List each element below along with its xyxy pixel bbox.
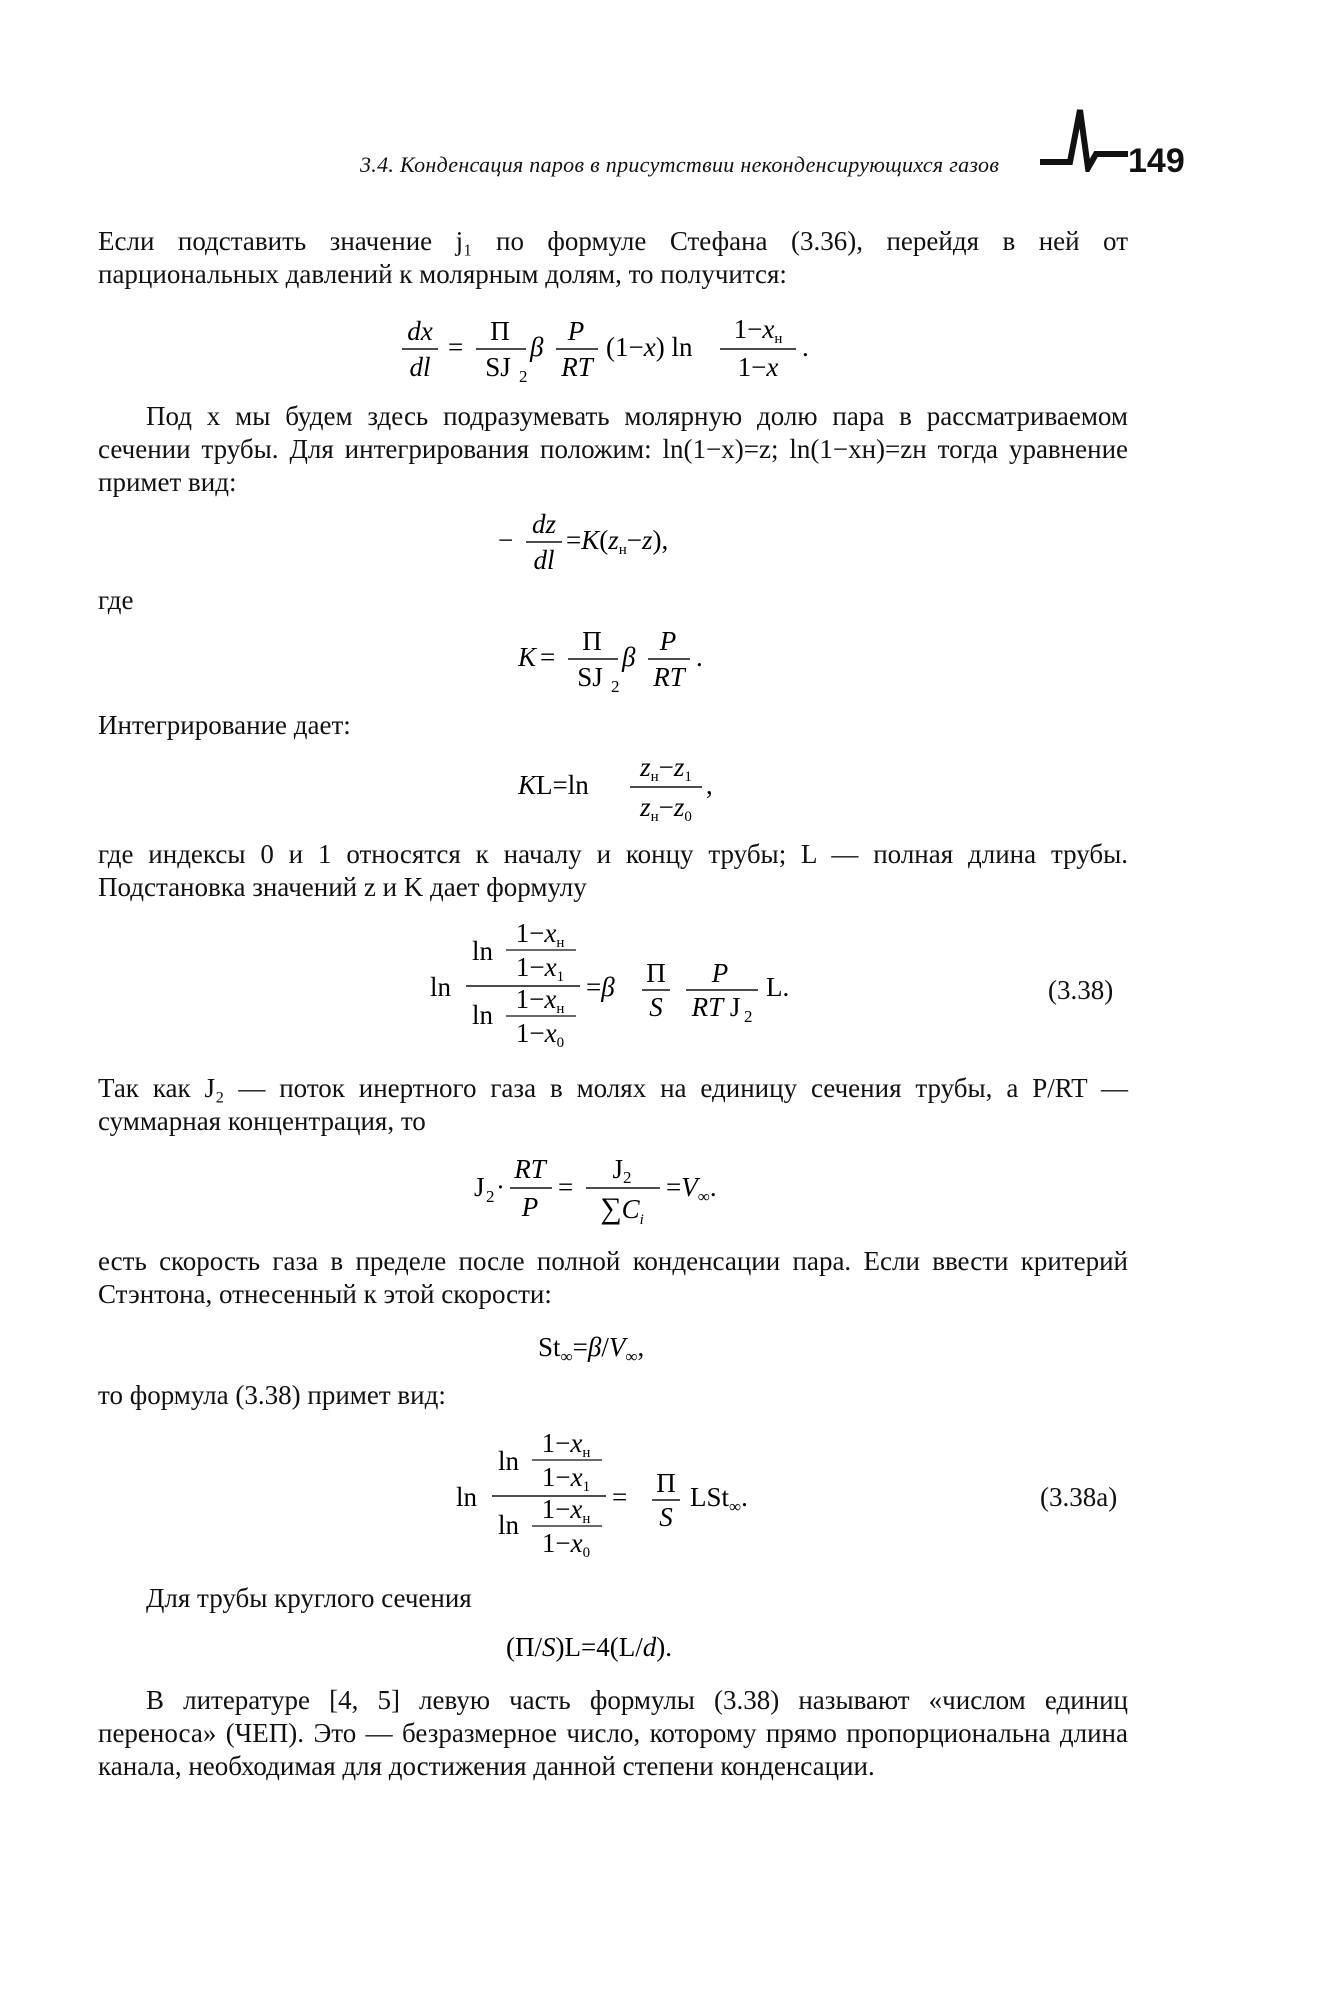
svg-text:RT: RT xyxy=(561,352,593,382)
svg-text:.: . xyxy=(802,332,809,362)
svg-text:1−x1: 1−x1 xyxy=(541,1462,591,1495)
equation-J2-RT-P xyxy=(474,1148,774,1228)
svg-text:=: = xyxy=(612,1482,628,1512)
svg-text:2: 2 xyxy=(519,367,528,386)
equation-KL xyxy=(518,748,758,828)
svg-text:RT: RT xyxy=(653,662,685,692)
svg-text:2: 2 xyxy=(611,677,620,696)
svg-text:1−x: 1−x xyxy=(737,352,779,382)
svg-text:=: = xyxy=(540,642,556,672)
equation-number-3-38a: (3.38a) xyxy=(1040,1482,1118,1512)
page-number: 149 xyxy=(1128,142,1185,180)
svg-text:dl: dl xyxy=(533,545,555,575)
svg-text:=: = xyxy=(558,1172,574,1202)
svg-text:=: = xyxy=(448,332,464,362)
svg-text:=β: =β xyxy=(586,972,615,1002)
pulse-logo-icon xyxy=(1040,92,1130,172)
equation-3-38 xyxy=(430,920,810,1052)
paragraph-8: то формула (3.38) примет вид: xyxy=(98,1380,446,1410)
svg-text:∑Ci: $\sum C_i$ xyxy=(600,1192,644,1228)
svg-text:(Π/S)L=4(L/d).: (Π/S)L=4(L/d). xyxy=(506,1632,672,1662)
svg-text:S: S xyxy=(649,992,663,1022)
running-header: 3.4. Конденсация паров в присутствии неконденсирующихся газов xyxy=(360,152,1000,177)
svg-text:(1−x) ln: (1−x) ln xyxy=(606,332,693,362)
svg-text:ln: ln xyxy=(456,1482,478,1512)
equation-Stanton xyxy=(538,1322,738,1372)
svg-text:Π: Π xyxy=(582,626,602,656)
svg-text:1−xн: 1−xн xyxy=(515,920,565,951)
svg-text:KL=ln: KL=ln xyxy=(518,770,589,800)
equation-dx-dl xyxy=(380,312,880,386)
svg-text:zн−z0: zн−z0 xyxy=(640,792,692,825)
svg-text:ln: ln xyxy=(430,972,452,1002)
svg-text:Π: Π xyxy=(656,1468,676,1498)
svg-text:β: β xyxy=(622,642,636,672)
paragraph-2: Под x мы будем здесь подразумевать молярную долю пара в рассматриваемом сечении трубы. Для интегрирования положим: ln(1−x)=z; ln(1−xн)=zн тогда уравнение примет вид: xyxy=(98,401,1128,497)
svg-text:Π: Π xyxy=(490,316,510,346)
svg-text:zн−z1: zн−z1 xyxy=(640,752,692,785)
equation-3-38a xyxy=(456,1430,796,1562)
svg-text:K: K xyxy=(518,642,537,672)
svg-text:L.: L. xyxy=(766,972,790,1002)
svg-text:Π: Π xyxy=(646,958,666,988)
equation-dz-dl xyxy=(498,505,758,579)
svg-text:2: 2 xyxy=(486,1187,495,1206)
equation-K xyxy=(518,620,758,700)
svg-text:RT J: RT J xyxy=(691,992,741,1022)
svg-text:SJ: SJ xyxy=(577,662,603,692)
svg-text:,: , xyxy=(706,770,713,800)
svg-text:P: P xyxy=(567,316,585,346)
svg-text:=K(zн−z),: =K(zн−z), xyxy=(566,525,669,558)
paragraph-7: есть скорость газа в пределе после полной конденсации пара. Если ввести критерий Стэнтона, отнесенный к этой скорости: xyxy=(98,1246,1128,1309)
svg-text:1−x1: 1−x1 xyxy=(515,952,565,985)
svg-text:2: 2 xyxy=(744,1007,753,1026)
svg-text:dx: dx xyxy=(407,316,433,346)
svg-text:ln: ln xyxy=(472,936,494,966)
equation-number-3-38: (3.38) xyxy=(1048,975,1114,1005)
svg-text:P: P xyxy=(659,626,677,656)
svg-text:P: P xyxy=(711,958,729,988)
svg-text:LSt∞.: LSt$_\infty$. xyxy=(690,1482,748,1516)
svg-text:=V∞.: $=V_\infty$. xyxy=(666,1172,717,1206)
svg-text:1−x0: 1−x0 xyxy=(515,1018,565,1051)
paragraph-1: Если подставить значение j₁ по формуле Стефана (3.36), перейдя в ней от парциональных давлений к молярным долям, то получится: xyxy=(98,226,1128,289)
paragraph-5: где индексы 0 и 1 относятся к началу и концу трубы; L — полная длина трубы. Подстановка значений z и K дает формулу xyxy=(98,839,1128,902)
svg-text:RT: RT xyxy=(514,1154,546,1184)
svg-text:dz: dz xyxy=(531,509,557,539)
paragraph-9: Для трубы круглого сечения xyxy=(146,1583,472,1613)
svg-text:ln: ln xyxy=(498,1446,520,1476)
paragraph-6: Так как J₂ — поток инертного газа в молях на единицу сечения трубы, а P/RT — суммарная концентрация, то xyxy=(98,1073,1128,1136)
svg-text:1−xн: 1−xн xyxy=(515,984,565,1017)
svg-text:1−xн: 1−xн xyxy=(541,1430,591,1461)
svg-text:P: P xyxy=(521,1192,539,1222)
svg-text:−: − xyxy=(498,525,514,555)
svg-text:β: β xyxy=(530,332,544,362)
svg-text:ln: ln xyxy=(472,1000,494,1030)
svg-text:.: . xyxy=(696,642,703,672)
svg-text:S: S xyxy=(659,1502,673,1532)
paragraph-10: В литературе [4, 5] левую часть формулы (3.38) называют «числом единиц переноса» (ЧЕП). Это — безразмерное число, которому прямо пропорциональна длина канала, необходимая для достижения данной степени конденсации. xyxy=(98,1685,1128,1781)
svg-text:·: · xyxy=(496,1172,505,1202)
svg-text:ln: ln xyxy=(498,1510,520,1540)
paragraph-integration: Интегрирование дает: xyxy=(98,710,351,740)
svg-text:SJ: SJ xyxy=(485,352,511,382)
svg-text:St∞=β/V∞,: $St_\infty=\beta/V_\infty$, xyxy=(538,1332,645,1366)
svg-text:J2: J2 xyxy=(612,1154,632,1187)
equation-circular-tube xyxy=(506,1622,746,1672)
paragraph-where: где xyxy=(98,585,134,615)
svg-text:1−xн: 1−xн xyxy=(541,1494,591,1527)
svg-text:1−xн: 1−xн xyxy=(733,314,783,347)
svg-text:dl: dl xyxy=(409,352,431,382)
svg-text:J: J xyxy=(474,1172,485,1202)
svg-text:1−x0: 1−x0 xyxy=(541,1528,591,1561)
